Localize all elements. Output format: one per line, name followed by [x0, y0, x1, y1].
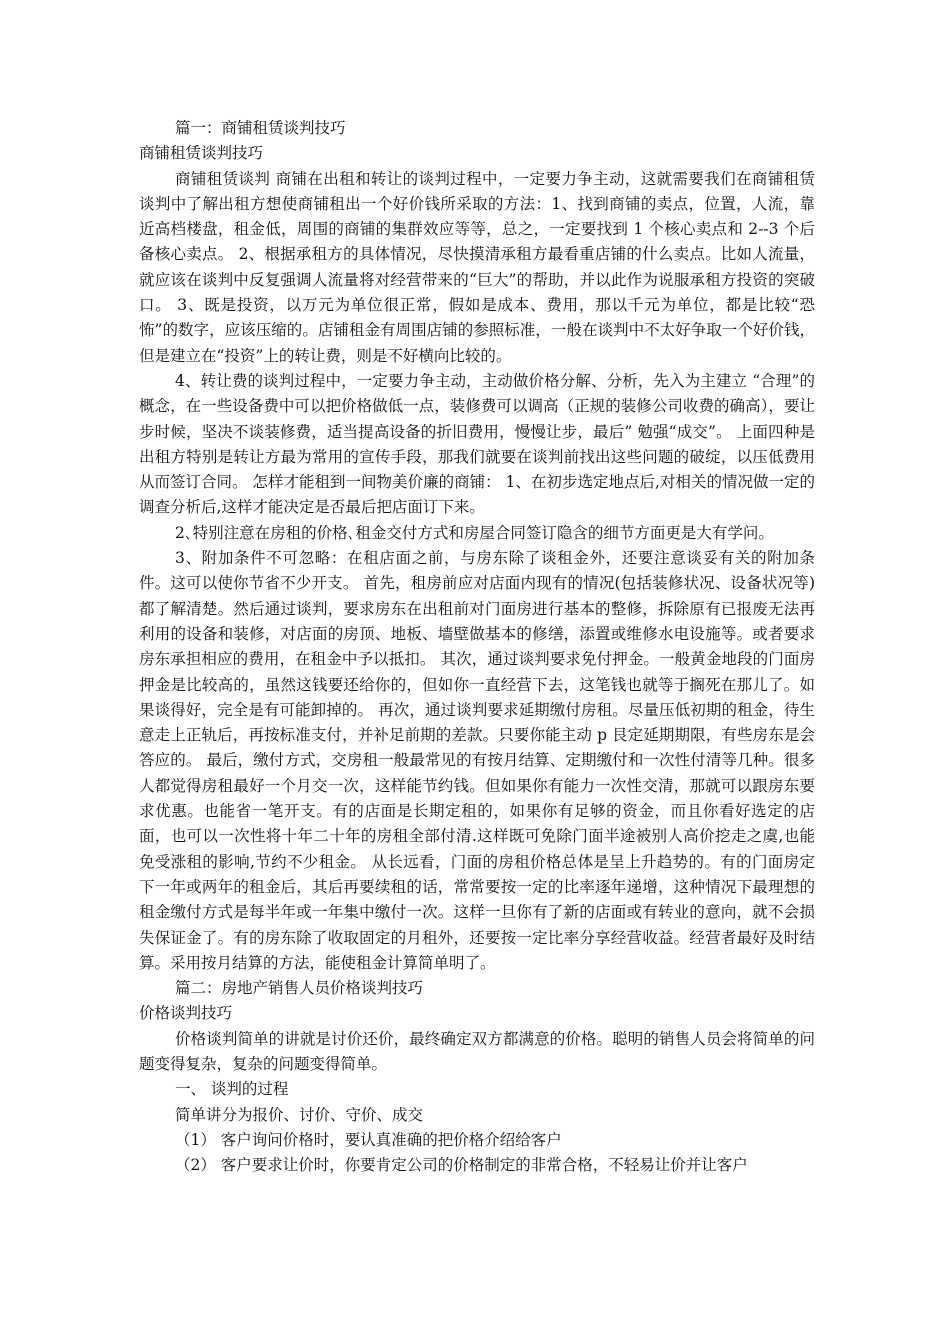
article2-list-item-2: （2） 客户要求让价时，你要肯定公司的价格制定的非常合格，不轻易让价并让客户 [175, 1156, 748, 1175]
article1-paragraph-2: 4、转让费的谈判过程中，一定要力争主动，主动做价格分解、分析，先入为主建立 “合理”的概念，在一些设备费中可以把价格做低一点，装修费可以调高（正规的装修公司收费的确高），要让步时候，坚决不谈装修费，适当提高设备的折旧费用，慢慢让步，最后” 勉强“成交”。 上面四种是出租方特别是转让方最为常用的宣传手段，那我们就要在谈判前找出这些问题的破绽，以压低费用从而签订合同。 怎样才能租到一间物美价廉的商铺： 1、在初步选定地点后,对相关的情况做一定的调查分析后,这样才能决定是否最后把店面订下来。 [139, 371, 815, 517]
article2-list-item-1: （1） 客户询问价格时，要认真准确的把价格介绍给客户 [175, 1130, 562, 1149]
article2-paragraph-2: 简单讲分为报价、讨价、守价、成交 [175, 1105, 424, 1124]
article2-heading: 篇二：房地产销售人员价格谈判技巧 [175, 979, 424, 998]
document-page [139, 116, 815, 1178]
article1-paragraph-3: 2､特别注意在房租的价格､租金交付方式和房屋合同签订隐含的细节方面更是大有学问。 [175, 523, 774, 542]
article1-heading: 篇一：商铺租赁谈判技巧 [175, 119, 346, 137]
article2-paragraph-1: 价格谈判简单的讲就是讨价还价，最终确定双方都满意的价格。聪明的销售人员会将简单的问题变得复杂，复杂的问题变得简单。 [139, 1029, 815, 1073]
article1-title: 商铺租赁谈判技巧 [139, 144, 264, 163]
article1-paragraph-4: 3、附加条件不可忽略：在租店面之前，与房东除了谈租金外，还要注意谈妥有关的附加条件。这可以使你节省不少开支。 首先，租房前应对店面内现有的情况(包括装修状况、设备状况等)都了解清楚。然后通过谈判，要求房东在出租前对门面房进行基本的整修，拆除原有已报废无法再利用的设备和装修，对店面的房顶、地板、墙壁做基本的修缮，添置或维修水电设施等。或者要求房东承担相应的费用，在租金中予以抵扣。 其次，通过谈判要求免付押金。一般黄金地段的门面房押金是比较高的，虽然这钱要还给你的，但如你一直经营下去，这笔钱也就等于搁死在那儿了。如果谈得好，完全是有可能卸掉的。 再次，通过谈判要求延期缴付房租。尽量压低初期的租金，待生意走上正轨后，再按标准支付，并补足前期的差款。只要你能主动 p 艮定延期期限，有些房东是会答应的。 最后，缴付方式，交房租一般最常见的有按月结算、定期缴付和一次性付清等几种。很多人都觉得房租最好一个月交一次，这样能节约钱。但如果你有能力一次性交清，那就可以跟房东要求优惠。也能省一笔开支。有的店面是长期定租的，如果你有足够的资金，而且你看好选定的店面，也可以一次性将十年二十年的房租全部付清.这样既可免除门面半途被别人高价挖走之虞,也能免受涨租的影响,节约不少租金。 从长远看，门面的房租价格总体是呈上升趋势的。有的门面房定下一年或两年的租金后，其后再要续租的话，常常要按一定的比率逐年递增，这种情况下最理想的租金缴付方式是每半年或一年集中缴付一次。这样一旦你有了新的店面或有转业的意向，就不会损失保证金了。有的房东除了收取固定的月租外，还要按一定比率分享经营收益。经营者最好及时结算。采用按月结算的方法，能使租金计算简单明了。 [139, 549, 815, 972]
article1-paragraph-1: 商铺租赁谈判 商铺在出租和转让的谈判过程中，一定要力争主动，这就需要我们在商铺租赁谈判中了解出租方想使商铺租出一个好价钱所采取的方法：1、找到商铺的卖点，位置，人流，靠近高档楼盘，租金低，周围的商铺的集群效应等等，总之，一定要找到 1 个核心卖点和 2--3 个后备核心卖点。 2、根据承租方的具体情况，尽快摸清承租方最看重店铺的什么卖点。比如人流量，就应该在谈判中反复强调人流量将对经营带来的“巨大”的帮助，并以此作为说服承租方投资的突破口。 3、既是投资，以万元为单位很正常，假如是成本、费用，那以千元为单位，都是比较“恐怖”的数字，应该压缩的。店铺租金有周围店铺的参照标准，一般在谈判中不太好争取一个好价钱，但是建立在“投资”上的转让费，则是不好横向比较的。 [139, 169, 815, 365]
article2-title: 价格谈判技巧 [139, 1004, 233, 1023]
article2-section-heading: 一、 谈判的过程 [175, 1080, 289, 1099]
